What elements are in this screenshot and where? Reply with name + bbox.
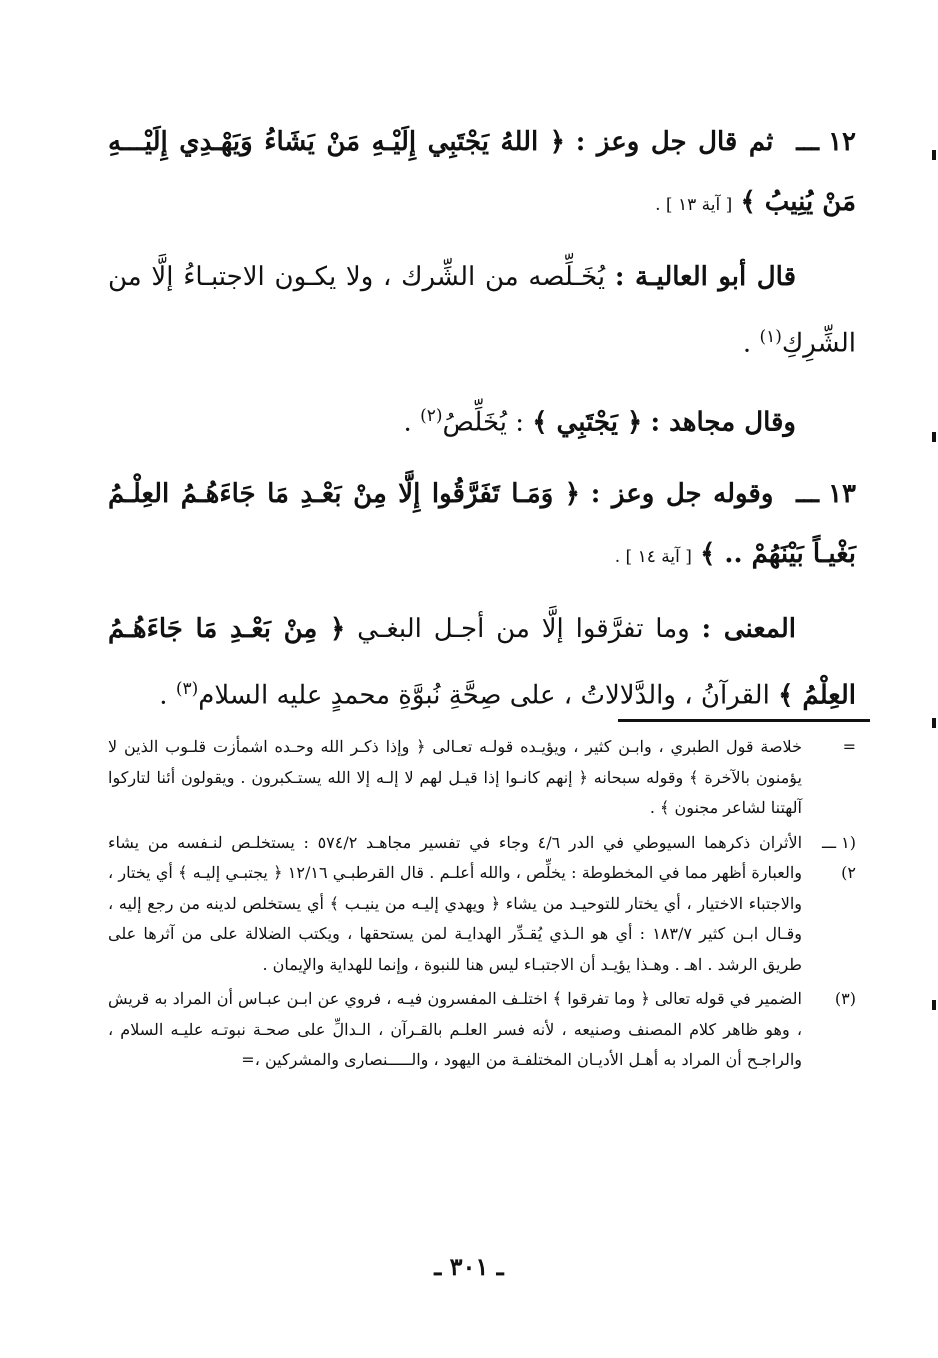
intro-text: ثم قال جل وعز : xyxy=(575,127,774,157)
page-number: ـ ٣٠١ ـ xyxy=(434,1252,504,1281)
footnote-item xyxy=(108,828,856,981)
quran-quote: ﴿ مِنْ بَعْـدِ مَا جَاءَهُـمُ العِلْمُ ﴾ xyxy=(108,614,856,711)
quran-quote: ﴿ اللهُ يَجْتَبِي إِلَيْـهِ مَنْ يَشَاءُ وَيَهْـدِي إِلَيْـــهِ مَنْ يُنِيبُ ﴾ xyxy=(108,127,856,217)
footnote-text: خلاصة قول الطبري ، وابـن كثير ، ويؤيـده قولـه تعـالى ﴿ وإذا ذكـر الله وحـده اشمأزت قلـوب الذين لا يؤمنون بالآخرة ﴾ وقوله سبحانه ﴿ إنهم كانـوا إذا قيـل لهم لا إلـه إلا الله يستـكبرون . ويقولون أئنا لتاركوا آلهتنا لشاعر مجنون ﴾ . xyxy=(108,737,803,817)
speaker: وقال مجاهد : xyxy=(650,407,796,438)
commentary-text-2: القرآنُ ، والدَّلالاتُ ، على صِحَّةِ نُبوَّةِ محمدٍ عليه السلام xyxy=(198,680,770,711)
end-mark: . xyxy=(403,407,412,438)
footnote-item xyxy=(108,732,856,824)
footnote-reference: (٣) xyxy=(175,679,199,700)
verse-reference: [ آية ١٤ ] . xyxy=(614,547,692,568)
quran-quote: ﴿ يَجْتَبِي ﴾ xyxy=(532,407,643,438)
footnotes xyxy=(108,732,856,1080)
commentary-text: يُخَـلِّصه من الشِّرك ، ولا يكـون الاجتبـاءُ إلَّا من الشِّرِكِ xyxy=(108,262,856,359)
scan-edge-mark xyxy=(932,150,936,160)
paragraph-number: ١٢ ـــ xyxy=(796,127,857,157)
commentary-text: وما تفرَّقوا إلَّا من أجـل البغـي xyxy=(357,614,690,645)
footnote-marker: (٣) xyxy=(834,989,856,1008)
paragraph-13 xyxy=(108,464,856,587)
intro-text: وقوله جل وعز : xyxy=(590,479,774,510)
meaning-label: المعنى : xyxy=(701,614,797,645)
footnote-reference: (٢) xyxy=(420,405,443,426)
commentary-text: : يُخَلِّصُ xyxy=(442,407,524,438)
main-text xyxy=(108,112,856,726)
paragraph-12 xyxy=(108,112,856,235)
scan-edge-mark xyxy=(932,718,936,728)
paragraph-mujahid xyxy=(108,386,856,453)
end-mark: . xyxy=(159,680,168,711)
scan-edge-mark xyxy=(932,1000,936,1010)
footnote-text: الضمير في قوله تعالى ﴿ وما تفرقوا ﴾ اختلـف المفسرون فيـه ، فروي عن ابـن عبـاس أن المراد به قريش ، وهو ظاهر كلام المصنف وصنيعه ، لأنه فسر العلـم بالقـرآن ، الـدالِّ على صحـة نبوتـه عليـه السلام ، والراجـح أن المراد به أهـل الأديـان المختلفـة من اليهود ، والـــــنصارى والمشركين ،= xyxy=(108,989,802,1069)
paragraph-meaning xyxy=(108,599,856,726)
quran-quote: ﴿ وَمَـا تَفَرَّقُوا إِلَّا مِنْ بَعْـدِ مَا جَاءَهُـمُ العِلْـمُ بَغْيـاً بَيْنَهُمْ .. ﴾ xyxy=(108,479,856,570)
paragraph-abu-aliya xyxy=(108,247,856,374)
footnote-text: الأثران ذكرهما السيوطي في الدر ٤/٦ وجاء في تفسير مجاهـد ٥٧٤/٢ : يستخلـص لنـفسه من يشاء والعبارة أظهر مما في المخطوطة : يخلِّص ، والله أعلـم . قال القرطبـي ١٢/١٦ ﴿ يجتبـي إليـه ﴾ أي يختار ، والاجتباء الاختيار ، أي يختار للتوحيـد من يشاء ﴿ ويهدي إليـه من ينيـب ﴾ أي يستخلص لدينه من رجع إليه ، وقـال ابـن كثير ١٨٣/٧ : أي هو الـذي يُقـدِّر الهدايـة لمن يستحقها ، ويكتب الضلالة على من آثرها على طريق الرشد . اهـ . وهـذا يؤيـد أن الاجتبـاء ليس هنا للنبوة ، وإنما للهداية والإيمان . xyxy=(108,832,803,974)
verse-reference: [ آية ١٣ ] . xyxy=(655,195,733,215)
footnote-reference: (١) xyxy=(759,327,782,347)
end-mark: . xyxy=(742,328,752,359)
footnote-item xyxy=(108,984,856,1076)
footnote-divider xyxy=(618,719,870,722)
footnote-marker: = xyxy=(842,737,856,756)
speaker: قال أبو العاليـة : xyxy=(614,262,797,292)
scan-edge-mark xyxy=(932,432,936,442)
footnote-marker: (١ ـــ ٢) xyxy=(822,832,856,882)
paragraph-number: ١٣ ـــ xyxy=(796,479,857,510)
